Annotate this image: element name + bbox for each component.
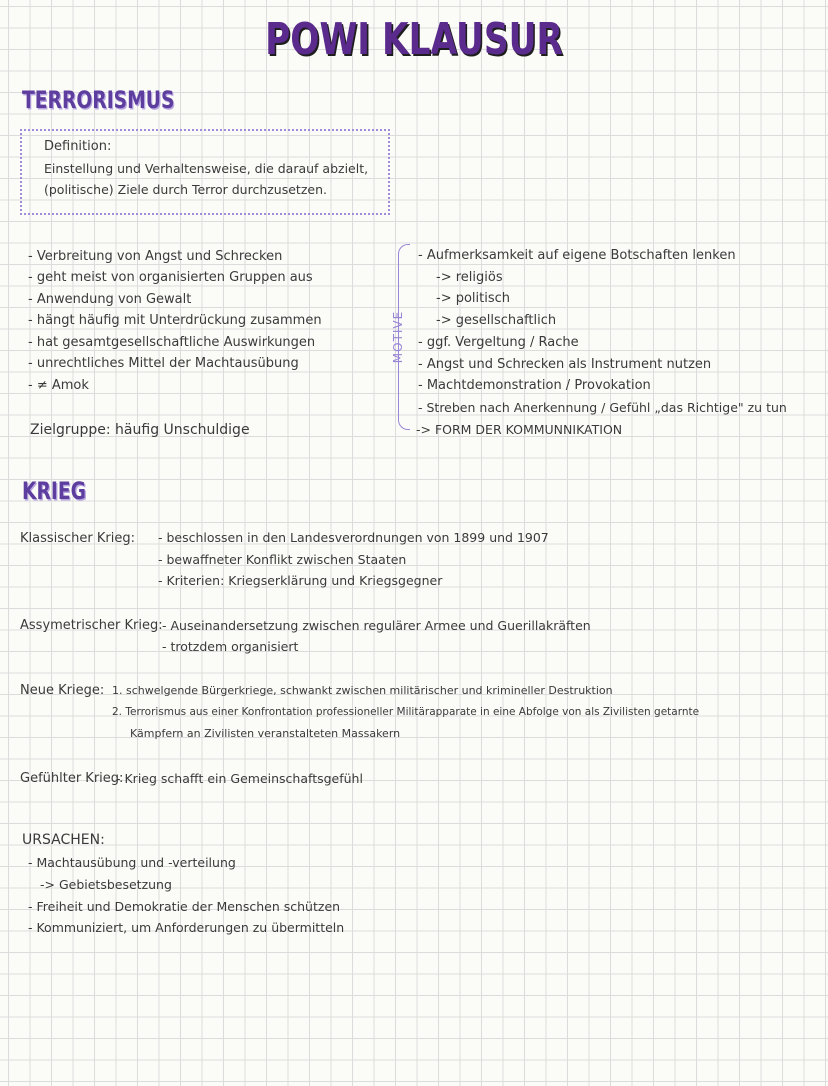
motive-subitem: -> gesellschaftlich [436,313,557,328]
terror-point: - Anwendung von Gewalt [28,292,192,307]
ursache-item: - Freiheit und Demokratie der Menschen schützen [28,899,341,914]
page-title: POWI KLAUSUR [265,14,563,65]
assymetrisch-label: Assymetrischer Krieg: [20,618,163,633]
assymetrisch-item: - Auseinandersetzung zwischen regulärer Armee und Guerillakräften [162,618,591,633]
definition-label: Definition: [44,139,112,154]
motive-item: - Aufmerksamkeit auf eigene Botschaften lenken [418,248,736,263]
terror-point: - hat gesamtgesellschaftliche Auswirkungen [28,335,316,350]
ursache-item: - Machtausübung und -verteilung [28,855,236,870]
motive-item: - ggf. Vergeltung / Rache [418,335,579,350]
gefuehlter-krieg-text: - Krieg schafft ein Gemeinschaftsgefühl [116,771,363,786]
terror-point: - hängt häufig mit Unterdrückung zusammen [28,313,322,328]
terror-point: - Verbreitung von Angst und Schrecken [28,249,283,264]
gefuehlter-krieg-label: Gefühlter Krieg: [20,771,124,786]
heading-krieg: KRIEG [22,477,87,505]
neue-kriege-item: 1. schwelgende Bürgerkriege, schwankt zwischen militärischer und krimineller Destruktion [112,684,613,697]
neue-kriege-item: 2. Terrorismus aus einer Konfrontation professioneller Militärapparate in eine Abfolge von als Zivilisten getarnte [112,706,700,718]
motive-conclusion: -> FORM DER KOMMUNNIKATION [416,422,623,437]
klassisch-item: - beschlossen in den Landesverordnungen von 1899 und 1907 [158,530,549,545]
ursache-subitem: -> Gebietsbesetzung [40,877,172,892]
klassisch-label: Klassischer Krieg: [20,531,136,546]
motive-item: - Machtdemonstration / Provokation [418,378,651,393]
heading-ursachen: URSACHEN: [22,832,105,848]
motive-subitem: -> religiös [436,270,503,285]
motive-label: MOTIVE [391,310,406,364]
neue-kriege-item: Kämpfern an Zivilisten veranstalteten Massakern [130,727,401,740]
neue-kriege-label: Neue Kriege: [20,683,105,698]
definition-line-2: (politische) Ziele durch Terror durchzusetzen. [44,182,327,197]
assymetrisch-item: - trotzdem organisiert [162,639,299,654]
motive-item: - Angst und Schrecken als Instrument nutzen [418,357,712,372]
klassisch-item: - Kriterien: Kriegserklärung und Kriegsgegner [158,573,443,588]
definition-line-1: Einstellung und Verhaltensweise, die darauf abzielt, [44,161,369,176]
motive-item: - Streben nach Anerkennung / Gefühl „das Richtige" zu tun [418,400,787,415]
ursache-item: - Kommuniziert, um Anforderungen zu übermitteln [28,920,345,935]
klassisch-item: - bewaffneter Konflikt zwischen Staaten [158,552,407,567]
heading-terrorismus: TERRORISMUS [22,86,175,114]
terror-point: - unrechtliches Mittel der Machtausübung [28,356,299,371]
zielgruppe: Zielgruppe: häufig Unschuldige [30,422,250,438]
terror-point: - ≠ Amok [28,378,89,393]
terror-point: - geht meist von organisierten Gruppen aus [28,270,313,285]
motive-subitem: -> politisch [436,291,511,306]
